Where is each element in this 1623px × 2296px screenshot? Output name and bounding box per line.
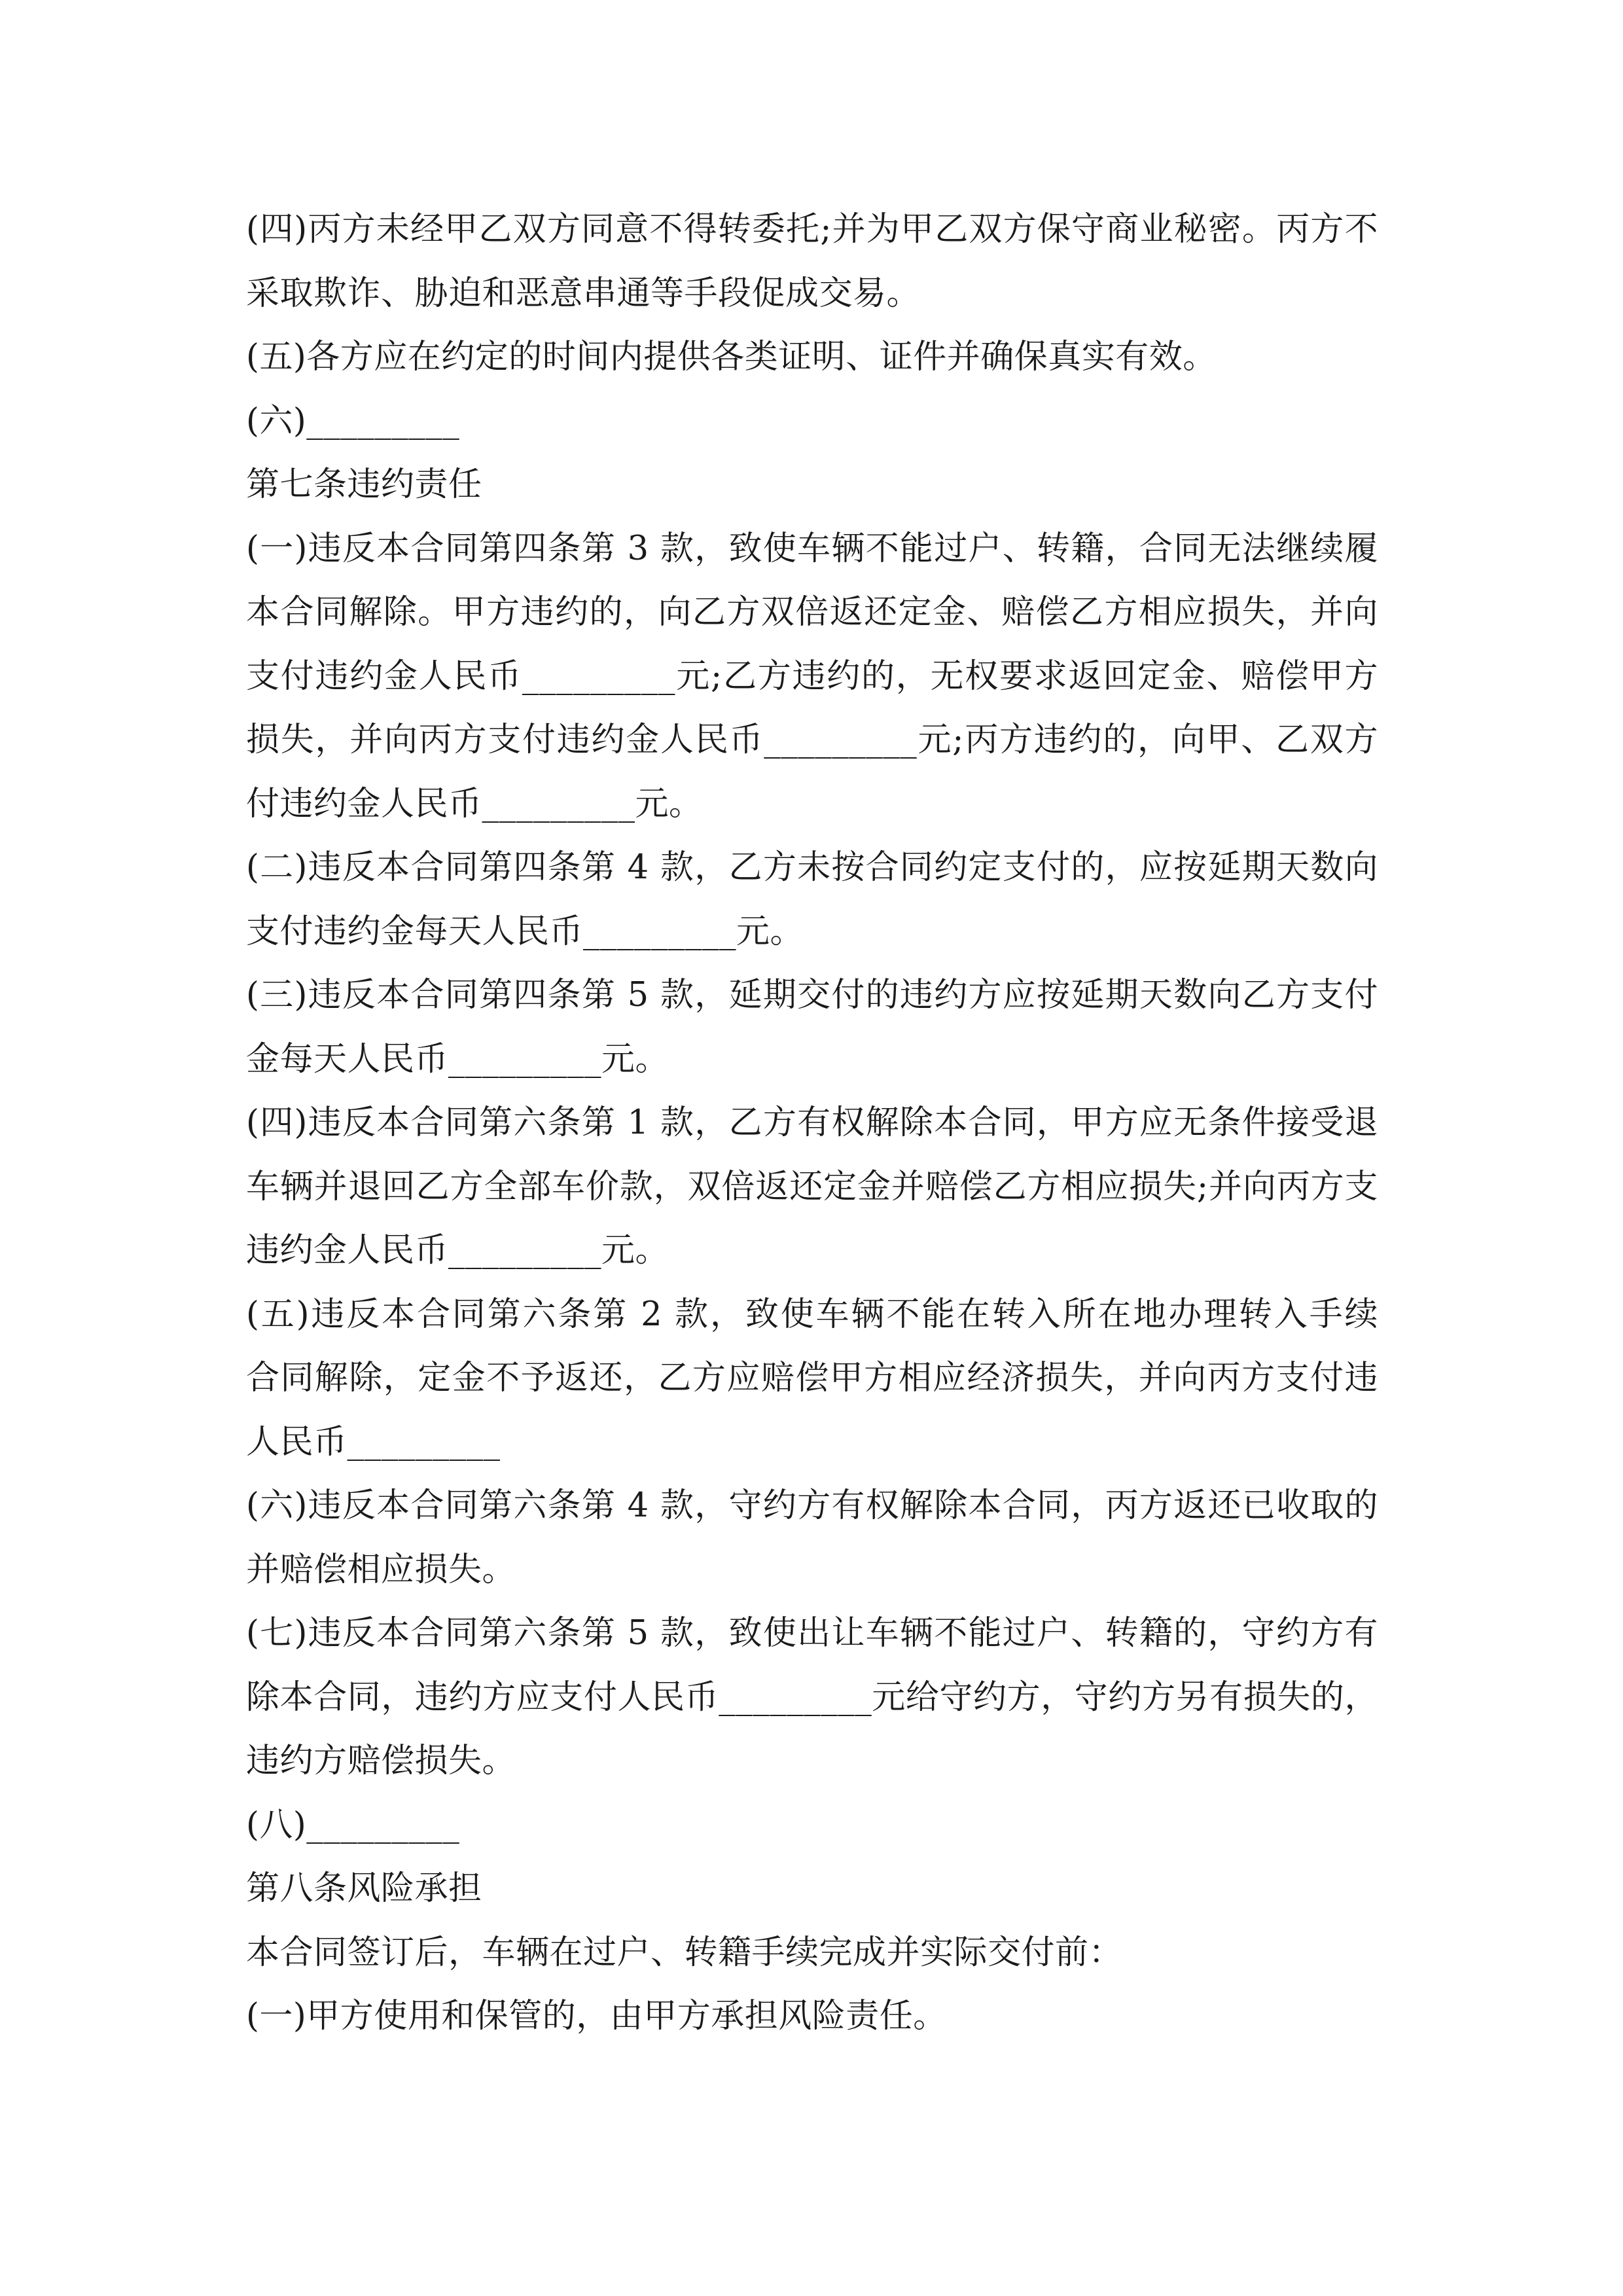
- text-line: 车辆并退回乙方全部车价款，双倍返还定金并赔偿乙方相应损失;并向丙方支: [246, 1167, 1378, 1206]
- text-line: (八)_________: [246, 1805, 460, 1844]
- text-line: (五)各方应在约定的时间内提供各类证明、证件并确保真实有效。: [246, 338, 1217, 376]
- text-line: 本合同解除。甲方违约的，向乙方双倍返还定金、赔偿乙方相应损失，并向: [246, 593, 1378, 632]
- text-line: 付违约金人民币_________元。: [246, 784, 703, 823]
- text-line: (五)违反本合同第六条第 2 款，致使车辆不能在转入所在地办理转入手续: [246, 1295, 1378, 1334]
- text-line: (六)违反本合同第六条第 4 款，守约方有权解除本合同，丙方返还已收取的: [246, 1486, 1378, 1525]
- section-heading: 第八条风险承担: [246, 1869, 482, 1908]
- document-page: [246, 198, 1378, 2049]
- text-line: (四)丙方未经甲乙双方同意不得转委托;并为甲乙双方保守商业秘密。丙方不: [246, 210, 1378, 249]
- text-line: (四)违反本合同第六条第 1 款，乙方有权解除本合同，甲方应无条件接受退: [246, 1103, 1378, 1142]
- text-line: 人民币_________: [246, 1422, 501, 1462]
- text-line: (三)违反本合同第四条第 5 款，延期交付的违约方应按延期天数向乙方支付: [246, 976, 1378, 1014]
- text-line: (六)_________: [246, 401, 460, 440]
- text-line: 支付违约金每天人民币_________元。: [246, 912, 804, 951]
- text-line: 金每天人民币_________元。: [246, 1039, 669, 1079]
- text-line: 除本合同，违约方应支付人民币_________元给守约方，守约方另有损失的，: [246, 1677, 1378, 1717]
- text-line: (一)违反本合同第四条第 3 款，致使车辆不能过户、转籍，合同无法继续履: [246, 529, 1378, 568]
- text-line: (二)违反本合同第四条第 4 款，乙方未按合同约定支付的，应按延期天数向: [246, 848, 1378, 887]
- text-line: 合同解除，定金不予返还，乙方应赔偿甲方相应经济损失，并向丙方支付违: [246, 1359, 1378, 1397]
- section-heading: 第七条违约责任: [246, 465, 482, 504]
- text-line: 采取欺诈、胁迫和恶意串通等手段促成交易。: [246, 274, 921, 313]
- text-line: 支付违约金人民币_________元;乙方违约的，无权要求返回定金、赔偿甲方: [246, 656, 1378, 696]
- text-line: 违约金人民币_________元。: [246, 1231, 669, 1270]
- text-line: (七)违反本合同第六条第 5 款，致使出让车辆不能过户、转籍的，守约方有: [246, 1614, 1378, 1653]
- text-line: (一)甲方使用和保管的，由甲方承担风险责任。: [246, 1997, 947, 2036]
- text-line: 本合同签订后，车辆在过户、转籍手续完成并实际交付前：: [246, 1933, 1123, 1972]
- text-line: 违约方赔偿损失。: [246, 1742, 516, 1780]
- text-line: 并赔偿相应损失。: [246, 1550, 516, 1589]
- text-line: 损失，并向丙方支付违约金人民币_________元;丙方违约的，向甲、乙双方: [246, 721, 1378, 759]
